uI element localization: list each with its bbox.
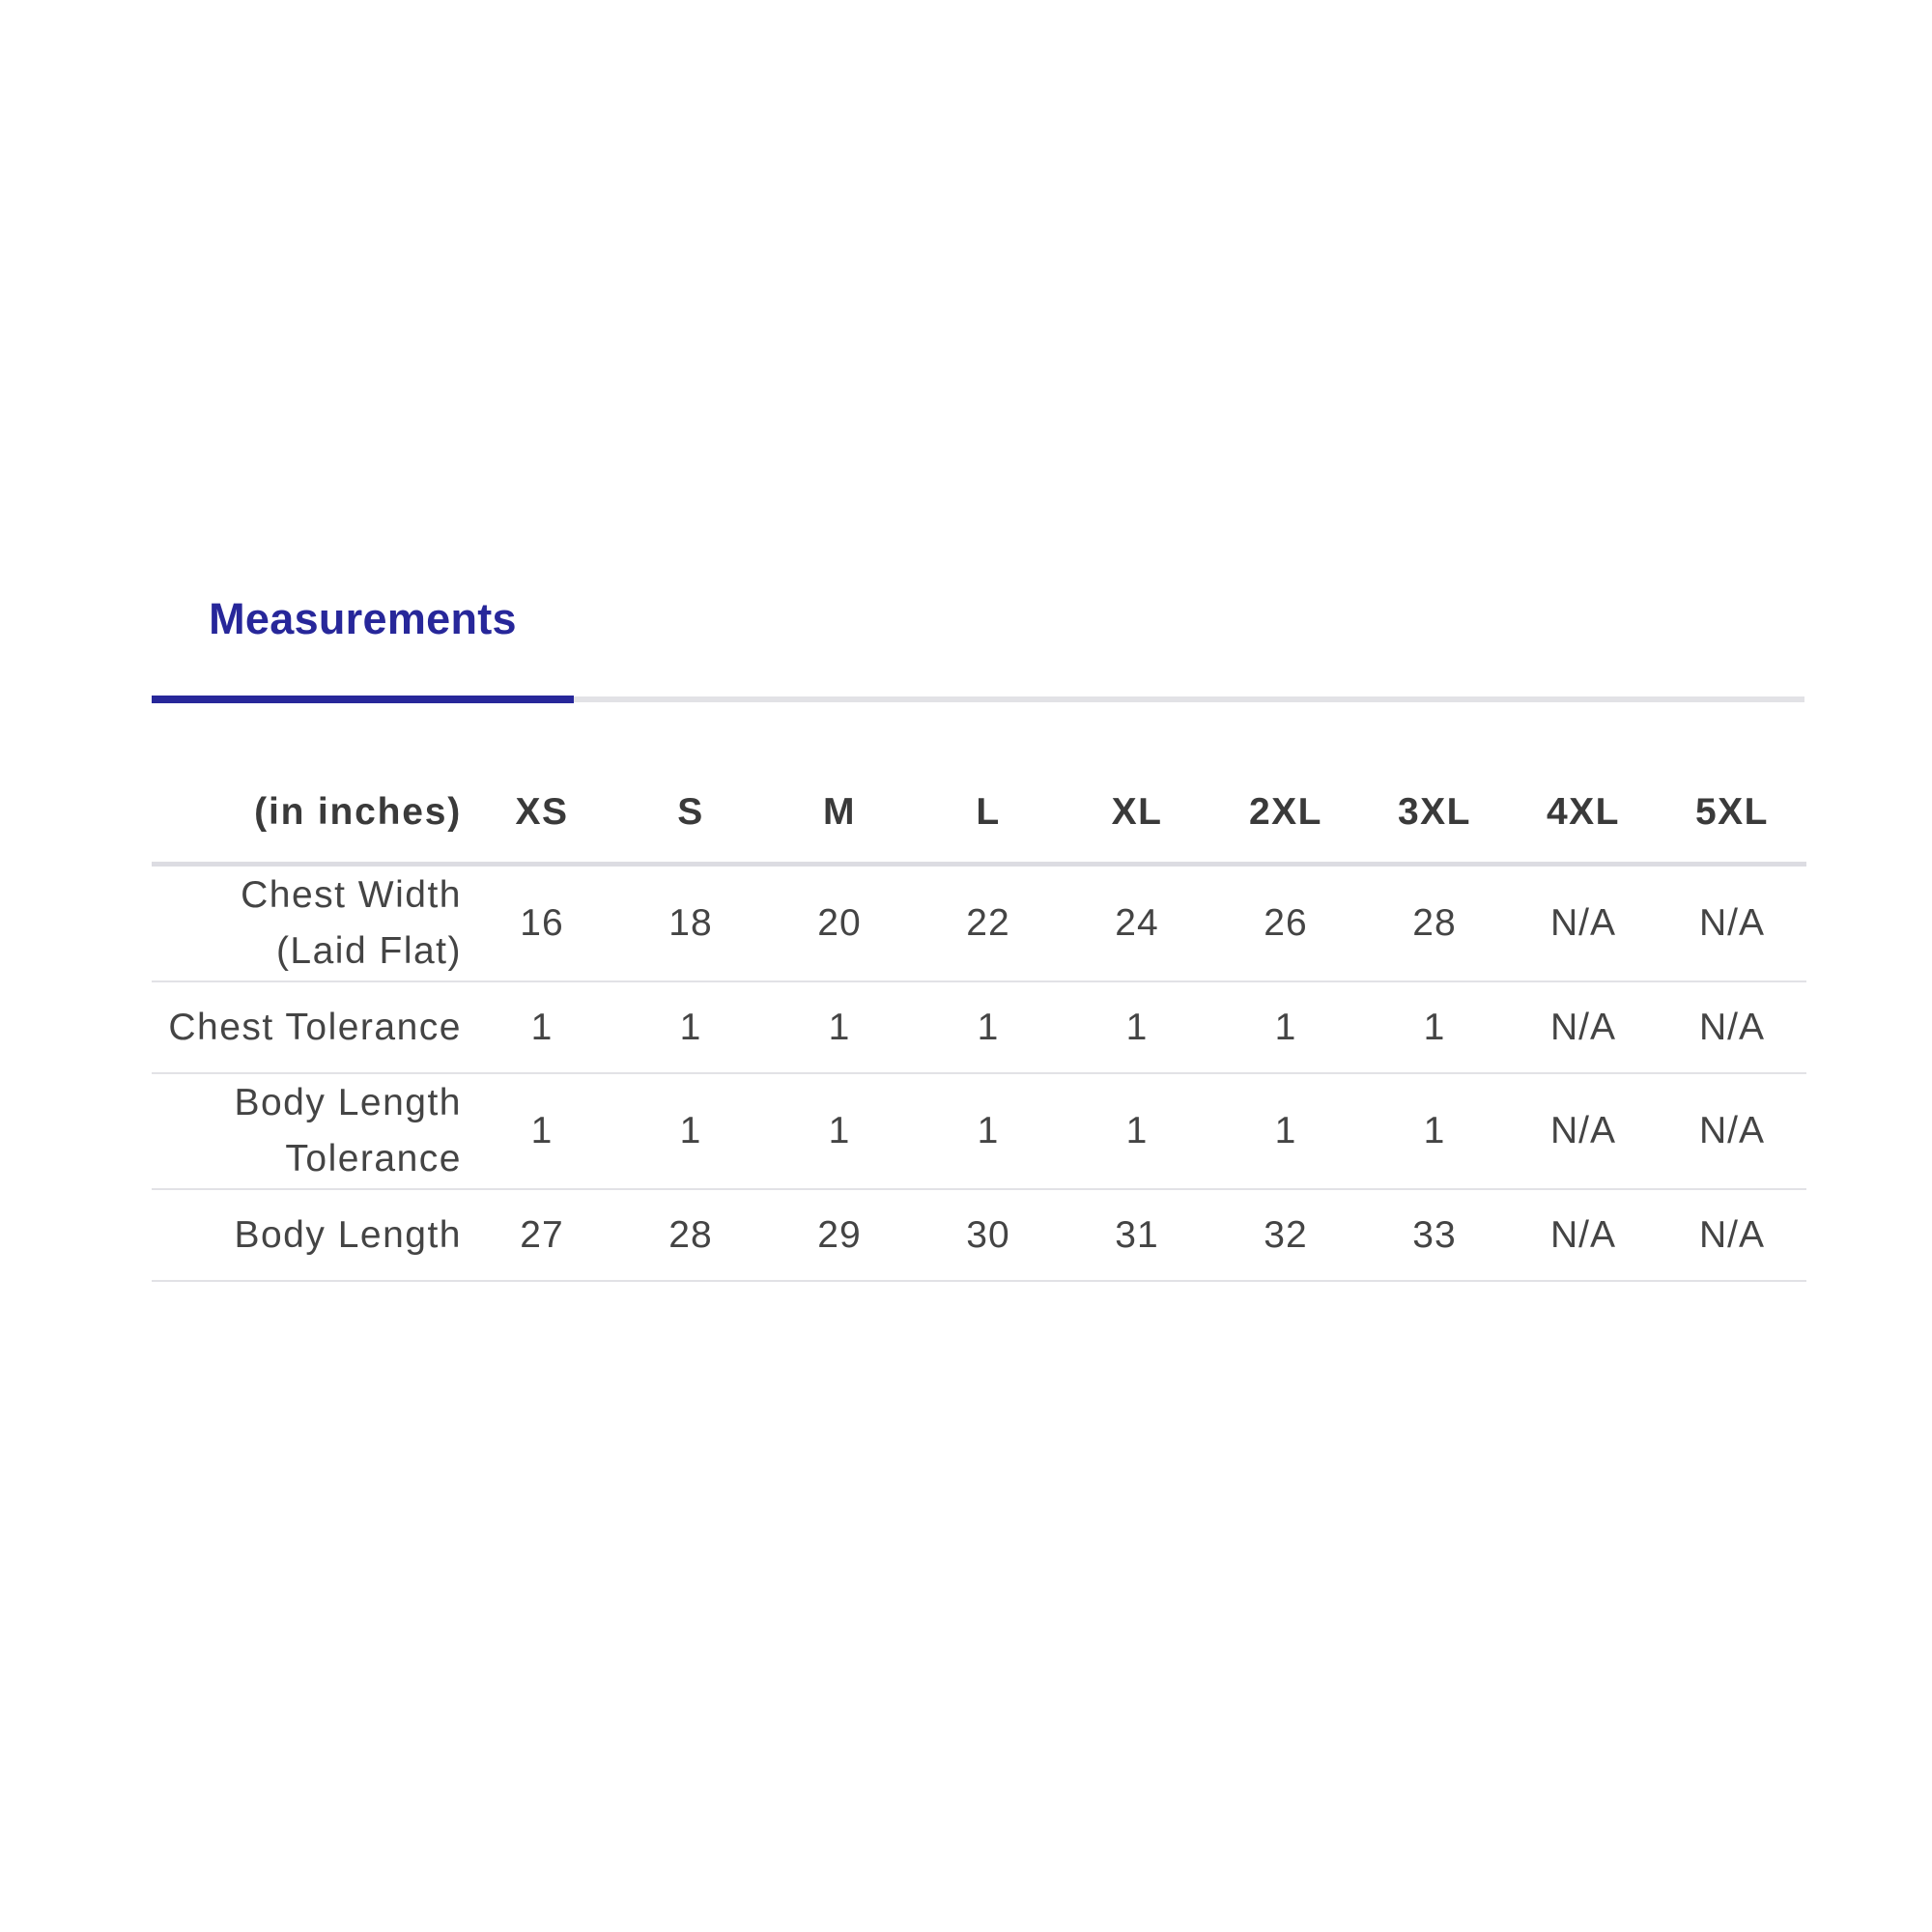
table-cell: 1 (468, 1073, 616, 1189)
row-label-line: (Laid Flat) (275, 930, 462, 972)
table-cell: N/A (1509, 865, 1658, 982)
tab-label: Measurements (209, 594, 517, 643)
size-header: 5XL (1658, 763, 1806, 865)
row-label (152, 865, 468, 982)
table-cell: N/A (1658, 981, 1806, 1073)
size-header: L (914, 763, 1063, 865)
table-cell: 1 (468, 981, 616, 1073)
units-label: (in inches) (152, 763, 468, 865)
size-header: XS (468, 763, 616, 865)
size-header: 4XL (1509, 763, 1658, 865)
tab-measurements[interactable] (152, 580, 574, 705)
table-cell: 1 (1063, 1073, 1211, 1189)
table-cell: 20 (765, 865, 914, 982)
size-header: 2XL (1211, 763, 1360, 865)
table-cell: 1 (1211, 1073, 1360, 1189)
size-header: 3XL (1360, 763, 1509, 865)
table-cell: 1 (914, 1073, 1063, 1189)
table-cell: 30 (914, 1189, 1063, 1281)
row-label (152, 1073, 468, 1189)
table-cell: N/A (1509, 981, 1658, 1073)
table-cell: N/A (1658, 1073, 1806, 1189)
table-header-row (152, 763, 1806, 865)
table-cell: 28 (1360, 865, 1509, 982)
row-label: Body Length (152, 1189, 468, 1281)
table-cell: 1 (765, 1073, 914, 1189)
tab-bar (152, 580, 1804, 705)
size-header: S (616, 763, 765, 865)
table-cell: 18 (616, 865, 765, 982)
row-label: Chest Tolerance (152, 981, 468, 1073)
table-row (152, 1189, 1806, 1281)
table-cell: 16 (468, 865, 616, 982)
row-label-line: Body Length (234, 1082, 462, 1123)
table-cell: 27 (468, 1189, 616, 1281)
size-header: M (765, 763, 914, 865)
table-cell: 1 (1360, 1073, 1509, 1189)
table-cell: N/A (1658, 865, 1806, 982)
table-cell: 1 (765, 981, 914, 1073)
table-cell: 31 (1063, 1189, 1211, 1281)
table-cell: 26 (1211, 865, 1360, 982)
table-cell: 1 (616, 981, 765, 1073)
table-cell: 1 (1063, 981, 1211, 1073)
table-cell: N/A (1509, 1073, 1658, 1189)
row-label-line: Chest Width (241, 874, 462, 916)
table-cell: 29 (765, 1189, 914, 1281)
table-cell: 28 (616, 1189, 765, 1281)
tab-active-indicator (152, 696, 574, 703)
table-cell: 1 (616, 1073, 765, 1189)
table-cell: 33 (1360, 1189, 1509, 1281)
table-cell: 24 (1063, 865, 1211, 982)
row-label-line: Tolerance (285, 1138, 462, 1179)
table-row (152, 1073, 1806, 1189)
table-row (152, 981, 1806, 1073)
table-cell: 22 (914, 865, 1063, 982)
table-cell: N/A (1509, 1189, 1658, 1281)
table-cell: 32 (1211, 1189, 1360, 1281)
table-cell: 1 (1360, 981, 1509, 1073)
table-cell: 1 (1211, 981, 1360, 1073)
table-row (152, 865, 1806, 982)
size-header: XL (1063, 763, 1211, 865)
table-cell: 1 (914, 981, 1063, 1073)
size-chart-table (152, 763, 1806, 1282)
table-cell: N/A (1658, 1189, 1806, 1281)
